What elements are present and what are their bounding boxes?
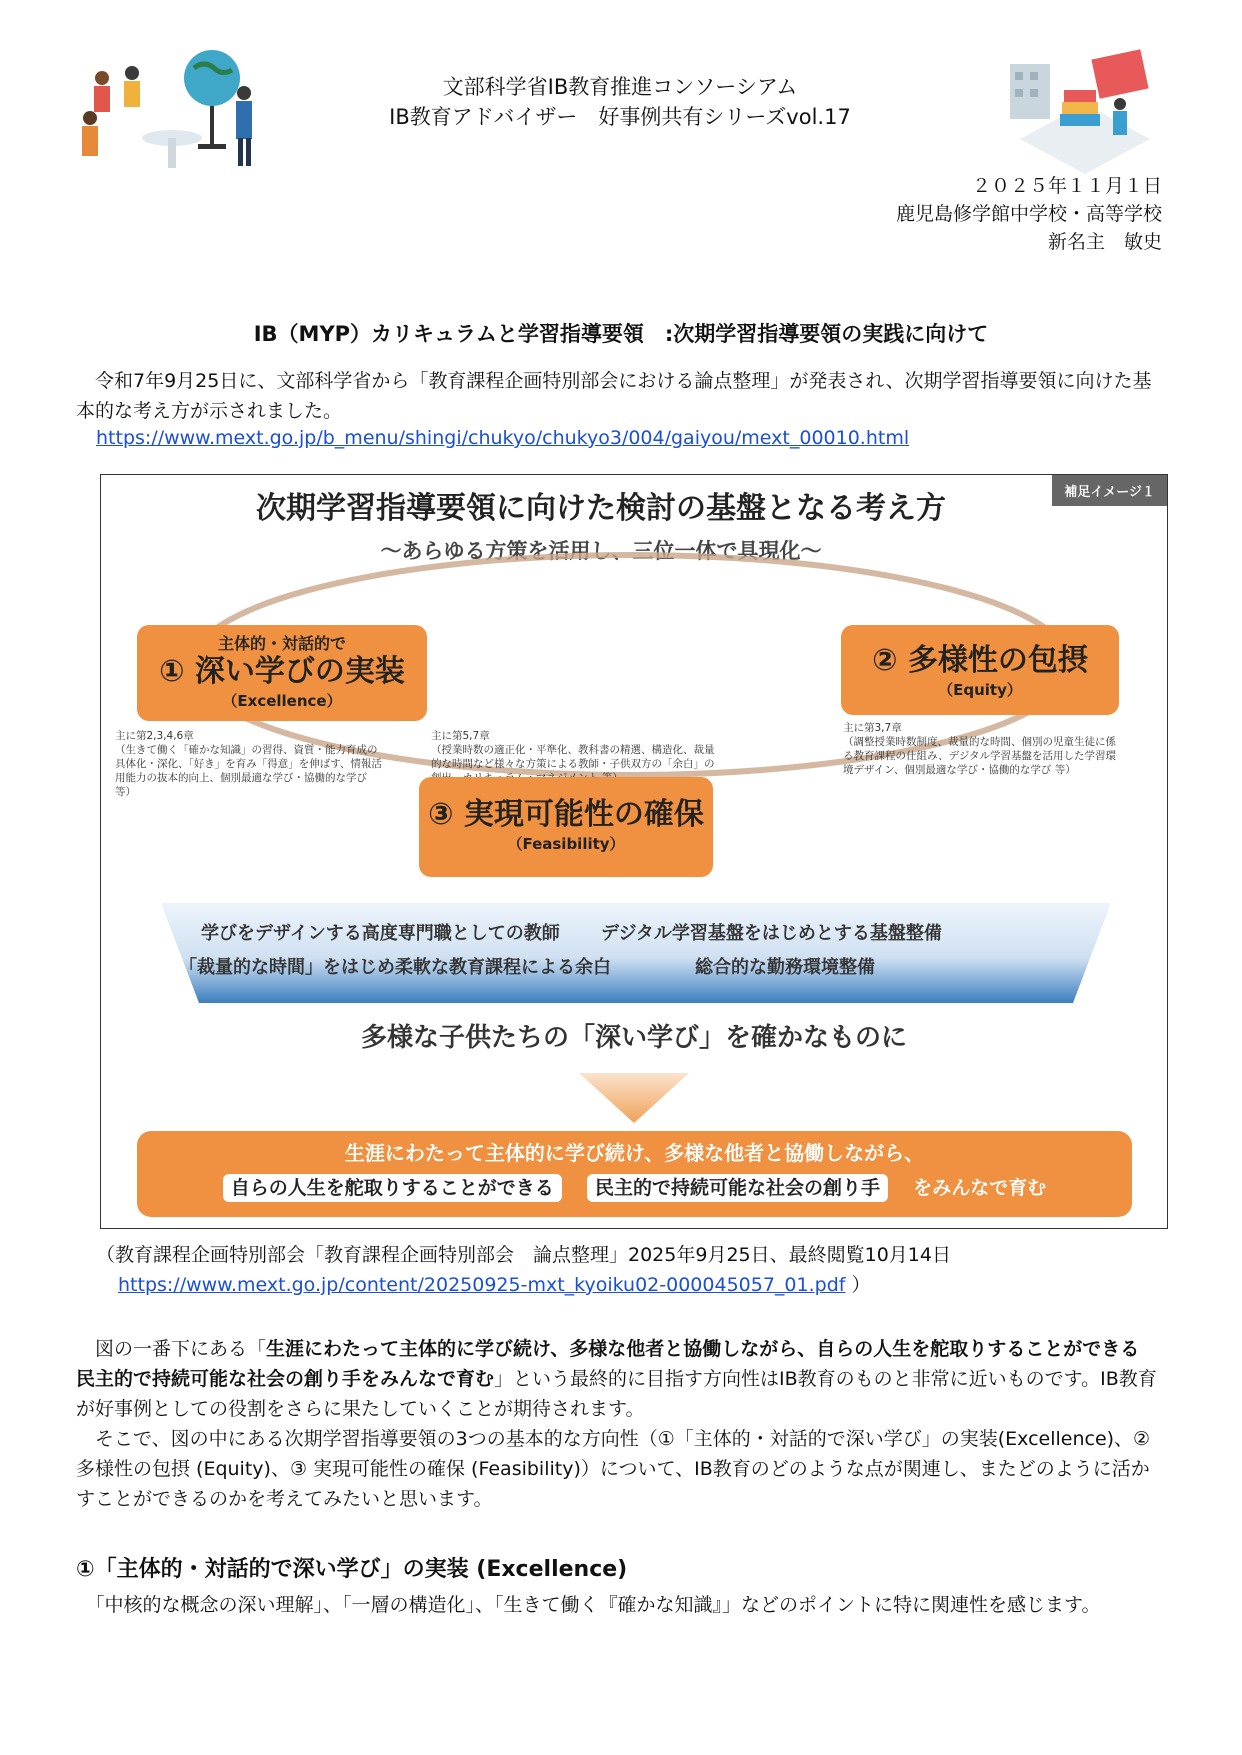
band-work: 総合的な勤務環境整備 (695, 957, 875, 978)
figure-caption: （教育課程企画特別部会「教育課程企画特別部会 論点整理」2025年9月25日、最終閲覧10月14日 (96, 1244, 951, 1266)
vision-line1: 生涯にわたって主体的に学び続け、多様な他者と協働しながら、 (344, 1141, 925, 1165)
goal-text: 多様な子供たちの「深い学び」を確かなものに (360, 1023, 907, 1053)
feasibility-en: （Feasibility） (507, 835, 625, 853)
mext-link[interactable]: https://www.mext.go.jp/b_menu/shingi/chukyo/chukyo3/004/gaiyou/mext_00010.html (96, 427, 910, 449)
down-arrow-icon (579, 1073, 689, 1123)
caption-close: ） (851, 1274, 871, 1296)
policy-figure (100, 474, 1168, 1229)
caption-link[interactable]: https://www.mext.go.jp/content/20250925-mxt_kyoiku02-000045057_01.pdf (118, 1274, 846, 1296)
body-paragraph-1 (76, 1334, 1166, 1424)
body-paragraph-2: そこで、図の中にある次期学習指導要領の3つの基本的な方向性（①「主体的・対話的で深い学び」の実装(Excellence)、② 多様性の包摂 (Equity)、③ 実現可能性の確保 (Feasibility)）について、IB教育のどのような点が関連し、またどのように活かすことができるのかを考えてみたいと思います。 (76, 1428, 1151, 1510)
vision-society: 民主的で持続可能な社会の創り手 (587, 1174, 888, 1202)
author-name: 新名主 敏史 (1047, 231, 1162, 253)
section-heading: ①「主体的・対話的で深い学び」の実装 (Excellence) (76, 1557, 628, 1582)
feasibility-label: ③ 実現可能性の確保 (428, 797, 704, 832)
intro-paragraph: 令和7年9月25日に、文部科学省から「教育課程企画特別部会における論点整理」が発表され、次期学習指導要領に向けた基本的な考え方が示されました。 (76, 370, 1152, 422)
vision-box (137, 1131, 1132, 1217)
center-note: 主に第5,7章 （授業時数の適正化・平準化、教科書の精選、構造化、裁量的な時間など様々な方策による教師・子供双方の「余白」の (431, 730, 715, 770)
date: ２０２５年１１月１日 (971, 175, 1162, 197)
p1-bold: 生涯にわたって主体的に学び続け、多様な他者と協働しながら、自らの人生を舵取りすることができる 民主的で持続可能な社会の創り手をみんなで育む (76, 1338, 1159, 1390)
vision-self: 自らの人生を舵取りすることができる (223, 1174, 562, 1202)
band-time: 「裁量的な時間」をはじめ柔軟な教育課程による余白 (179, 957, 611, 978)
figure-subtitle: ～あらゆる方策を活用し、三位一体で具現化～ (380, 539, 822, 563)
band-teacher: 学びをデザインする高度専門職としての教師 (201, 923, 560, 944)
section-text: 「中核的な概念の深い理解」、「一層の構造化」、「生きて働く『確かな知識』」などのポイントに特に関連性を感じます。 (76, 1594, 1101, 1616)
vision-tail: をみんなで育む (913, 1177, 1047, 1199)
excellence-label: ① 深い学びの実装 (159, 654, 405, 689)
excellence-en: （Excellence） (222, 692, 342, 710)
people-globe-illustration (72, 38, 272, 178)
equity-note: 主に第3,7章 （調整授業時数制度、裁量的な時間、個別の児童生徒に係る教育課程の仕組み、デジタル学習基盤を活用した学習環境デザイン、個別最適な学び・協働的な学び 等） (843, 722, 1116, 776)
intro-link-wrap (96, 427, 909, 449)
excellence-prefix: 主体的・対話的で (217, 634, 346, 653)
figure-title: 次期学習指導要領に向けた検討の基盤となる考え方 (256, 491, 946, 526)
caption-link-wrap (118, 1270, 871, 1297)
series-title: IB教育アドバイザー 好事例共有シリーズvol.17 (389, 105, 851, 129)
consortium-name: 文部科学省IB教育推進コンソーシアム (442, 75, 798, 99)
page-title: IB（MYP）カリキュラムと学習指導要領 :次期学習指導要領の実践に向けて (253, 322, 989, 346)
band-digital: デジタル学習基盤をはじめとする基盤整備 (601, 923, 942, 944)
equity-en: （Equity） (938, 681, 1022, 699)
school-books-illustration (1000, 44, 1165, 184)
p1-pre: 図の一番下にある「 (76, 1338, 267, 1360)
excellence-note: 主に第2,3,4,6章 （生きて働く「確かな知識」の習得、資質・能力育成の具体化・深化、「好き」を育み「得意」を伸ばす、情報活用能力の抜本的向上、個別最適な学び・協働的な学び 等） (115, 730, 382, 798)
figure-tag: 補足イメージ１ (1052, 475, 1167, 506)
excellence-box (137, 625, 427, 721)
equity-label: ② 多様性の包摂 (872, 643, 1088, 678)
feasibility-box (419, 777, 713, 877)
p1-post: 」という最終的に目指す方向性はIB教育のものと非常に近いものです。IB教育が好事例としての役割をさらに果たしていくことが期待されます。 (76, 1368, 1157, 1420)
equity-box (841, 625, 1119, 715)
school-name: 鹿児島修学館中学校・高等学校 (895, 203, 1162, 225)
